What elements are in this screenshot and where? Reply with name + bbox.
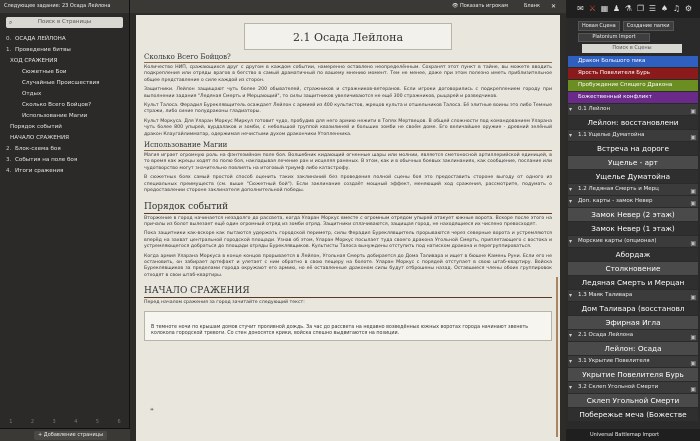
toc-item-label: События на поле боя (15, 157, 78, 163)
quote-icon: ❝ (150, 407, 154, 415)
toc-item-label: Порядок событий (10, 124, 62, 130)
show-players-label: Показать игрокам (459, 3, 508, 9)
scene-entry[interactable] (568, 142, 698, 155)
toc-item[interactable] (0, 100, 129, 111)
scene-folder-label: Доп. карты - замок Невер (578, 198, 653, 204)
tables-icon[interactable]: ☰ (648, 4, 657, 13)
sidebar-bottom-bar (0, 428, 130, 441)
playlists-icon[interactable]: ♫ (672, 4, 681, 13)
new-folder-label: Создание папки (626, 23, 670, 29)
toc-item-number: 4. (6, 168, 12, 174)
pages-search-input[interactable] (6, 17, 123, 28)
show-players-button[interactable] (452, 2, 508, 11)
scene-entry-label: Лейлон: Осада (604, 344, 662, 353)
scenes-list (568, 56, 698, 422)
new-scene-label: Новая Сцена (582, 23, 616, 29)
toc-item[interactable] (0, 111, 129, 122)
folder-add-icon[interactable]: ▣ (690, 188, 696, 195)
scene-folder-label: 3.1 Укрытие Повелителя (578, 358, 650, 364)
scene-folder-label: 0.1 Лейлон (578, 106, 611, 112)
section-heading-order: Порядок событий (144, 202, 552, 214)
pages-search-placeholder: Поиск в Страницы (37, 19, 92, 25)
plus-icon: + (38, 432, 43, 438)
scene-entry-label: Дом Таливара (восстановл (581, 304, 685, 313)
toc-item-label: НАЧАЛО СРАЖЕНИЯ (10, 135, 70, 141)
scene-folder-label: Ярость Повелителя Бурь (578, 70, 651, 76)
journal-icon[interactable]: ❐ (636, 4, 645, 13)
scene-entry-label: Укрытие Повелителя Бурь (582, 370, 684, 379)
scene-folder-colored[interactable] (568, 92, 698, 103)
scene-folder[interactable] (568, 236, 698, 247)
scene-folder[interactable] (568, 330, 698, 341)
paragraph: Защитники. Лейлон защищают чуть более 200 обывателей, стражников и стражников-ветеранов. Если игроки договорились с подкреплением городу при выполнении задания "Ледяная Смерть и Мерцающий", то силы защитников увеличиваются не ещё 300 стражников, рыцарей и разведчиков. (144, 87, 552, 99)
toc-item-label: Отдых (22, 91, 42, 97)
scene-entry-label: Побережье меча (Божестве (579, 410, 687, 419)
new-scene-button[interactable] (578, 21, 620, 31)
scene-folder-label: 2.1 Осада Лейлона (578, 332, 634, 338)
paragraph: Перед началом сражения за город зачитайте следующий текст: (144, 300, 305, 306)
toc-item[interactable] (0, 67, 129, 78)
scene-folder[interactable] (568, 382, 698, 393)
next-task-bar: Следующее задание: 23 Осада Лейлона (0, 0, 129, 13)
toc-item[interactable] (0, 144, 129, 155)
toc-item-label: Сюжетные Бои (22, 69, 67, 75)
paragraph: Когда армия Уларана Моркуса в конце концов прорывается в Лейлон, Угольная Смерть добирается до Дома Таливара и ищет в бюшне Камень Руни. Если его не остановить, он забирает артефакт и улетает с ним обратно в свою пещеру на болоте. Уларан Моркус с порядей отступает в свою штаб-квартиру. Войска Буреклявщиков за пределами города окружают его армию, но её оставленные драконом силы будут отброшены назад. Оставшиеся члены обоих группировок отходят в свои штаб-квартиры. (144, 253, 552, 278)
toc-item-label: ХОД СРАЖЕНИЯ (10, 58, 58, 64)
scene-folder-colored[interactable] (568, 80, 698, 91)
paragraph: В сюжетных боях самый простой способ оценить таких заклинаний без проведения полной сцены боя это предоставить стороне выгоду от одного из специальных преимуществ (см. выше "Сюжетный бой"). Если заклинание создаёт мощный эффект, меняющий ход сражения, рассмотрите, подумать о предоставлении стороне заклинателя дополнительной победы. (144, 175, 552, 194)
toc-item-number: 2. (6, 146, 12, 152)
scene-folder[interactable] (568, 290, 698, 301)
combat-icon[interactable]: ⚔ (588, 4, 597, 13)
scene-entry[interactable] (568, 342, 698, 355)
folder-toggle-icon: ▾ (569, 358, 573, 365)
scenes-search-placeholder: Поиск в Сцены (612, 45, 652, 51)
actors-icon[interactable]: ♟ (612, 4, 621, 13)
folder-add-icon[interactable]: ▣ (690, 200, 696, 207)
folder-toggle-icon: ▾ (569, 238, 573, 245)
page-title: 2.1 Осада Лейлона (244, 23, 452, 50)
platonium-import-label: Platonium Import (592, 34, 636, 40)
folder-add-icon[interactable]: ▣ (690, 294, 696, 301)
scene-folder-label: Пробуждение Спящего Дракона (578, 82, 673, 88)
scene-entry[interactable] (568, 262, 698, 275)
pager-number[interactable]: 3 (52, 419, 56, 425)
scene-entry[interactable] (568, 302, 698, 315)
scene-folder-label: Морские карты (опционал) (578, 238, 657, 244)
pager-number[interactable]: 1 (9, 419, 13, 425)
search-icon: ⌕ (9, 19, 13, 26)
toc-item[interactable] (0, 133, 129, 144)
toc-item[interactable] (0, 34, 129, 45)
paragraph: Культ Моркуса. Для Уларан Моркус Миркул готовит чудо, пробудив для него армию нежити в Топях Мертвецов. В общей сложности под командованием Уларана чуть более 800 упырей, вурдалаков и зомби, с небольшой группой квазилиней и больших зомби не своём доме. Его величайшее оружие - древний зелёный дракон Клаугайлимматар, одержимая нечистыми духом дракончики Утопленника. (144, 118, 552, 137)
scene-folder-label: Божественный конфликт (578, 94, 652, 100)
paragraph: Количество НИП, сражающихся друг с другом в каждом событии, намеренно оставлено неопределённым. Сохранят этот пункт в тайне, вы можете вводить подкрепления или отряды врагов в бегство в самый драматичный по вашему мнению момент. Тем не менее, даже при этом полезно иметь приблизительное общее представление о силе каждой из сторон. (144, 65, 552, 83)
scene-entry-label: Замок Невер (2 этаж) (591, 210, 675, 219)
scene-entry[interactable] (568, 156, 698, 169)
scene-folder[interactable] (568, 356, 698, 367)
scene-entry-label: Ущелье Думатойна (595, 172, 671, 181)
scene-entry-label: Встреча на дороге (597, 144, 669, 153)
folder-add-icon[interactable]: ▣ (690, 334, 696, 341)
scene-entry[interactable] (568, 368, 698, 381)
journal-page (136, 15, 560, 441)
toc-item-label: Случайные Происшествия (22, 80, 100, 86)
toc-item-number: 1. (6, 47, 12, 53)
platonium-import-button[interactable] (578, 33, 650, 42)
section-heading-start: НАЧАЛО СРАЖЕНИЯ (144, 286, 552, 298)
scene-folder-colored[interactable] (568, 68, 698, 79)
toc-item-label: Использование Магии (22, 113, 88, 119)
toc-item-number: 3. (6, 157, 12, 163)
folder-add-icon[interactable]: ▣ (690, 240, 696, 247)
toc-item-number: 0. (6, 36, 12, 42)
table-of-contents (0, 34, 129, 177)
page-pager (0, 417, 130, 427)
scene-entry[interactable] (568, 116, 698, 129)
folder-toggle-icon: ▾ (569, 198, 573, 205)
pager-number[interactable]: 4 (74, 419, 78, 425)
cards-icon[interactable]: ♠ (660, 4, 669, 13)
scene-entry-label: Столкновение (605, 264, 661, 273)
scene-entry-label: Ледяная Смерть и Мерцан (581, 278, 685, 287)
pager-number[interactable]: 6 (117, 419, 121, 425)
folder-toggle-icon: ▾ (569, 132, 573, 139)
scenes-bottom-bar (566, 429, 700, 441)
toc-item-label: Сколько Всего Бойцов? (22, 102, 92, 108)
add-page-label: Добавление страницы (43, 432, 104, 438)
scene-entry-label: Эфирная Игла (605, 318, 661, 327)
viewer-toolbar (130, 0, 566, 13)
scene-entry[interactable] (568, 208, 698, 221)
close-icon[interactable]: ✕ (551, 3, 557, 10)
blank-label: Бланк (524, 3, 540, 9)
folder-add-icon[interactable]: ▣ (690, 386, 696, 393)
scene-entry-label: Ущелье - арт (608, 158, 658, 167)
chat-icon[interactable]: ✉ (577, 4, 584, 13)
paragraph: Пока защитники как-вскоре как пытаются удержать городской периметр, силы Ферадил Буреклявщитель прорываются через северные ворота и устремляются вперёд на захват центральной городской площади. Узнав об этом, Уларан Моркус посылает туда своего дракона Угольной Смерть, приплетающего с востока и устремляющегося добраться до площади отряды Буреклявщиков. Культисты Талоса вынуждены отступить под натиском дракона и перегруппироваться. (144, 231, 552, 250)
scene-entry-label: Склеп Угольной Смерти (586, 396, 680, 405)
toc-item[interactable] (0, 122, 129, 133)
settings-icon[interactable]: ⚙ (684, 4, 693, 13)
scene-entry[interactable] (568, 408, 698, 421)
toc-item-label: Блок-схема боя (15, 146, 61, 152)
folder-add-icon[interactable]: ▣ (690, 108, 696, 115)
toc-item[interactable] (0, 45, 129, 56)
paragraph: Вторжение в город начинается незадолго до рассвета, когда Уларан Моркус вместе с огромным отрядом упырей атакует южные ворота. Вскоре после этого на причалы из болот вылезает ещё один огромный отряд из зомби отряд. Защитники сплачиваются, защищая город, не находящиеся их числено превосходят. (144, 215, 552, 227)
toc-item[interactable] (0, 56, 129, 67)
scene-folder[interactable] (568, 184, 698, 195)
toc-item[interactable] (0, 89, 129, 100)
scene-folder[interactable] (568, 130, 698, 141)
section-heading-fighters: Сколько Всего Бойцов? (144, 53, 552, 63)
scene-entry[interactable] (568, 248, 698, 261)
scene-folder-label: 1.1 Ущелье Думатойна (578, 132, 645, 138)
folder-toggle-icon: ▾ (569, 384, 573, 391)
scene-folder-label: 1.3 Маяк Таливара (578, 292, 633, 298)
toc-item-label: Проведение битвы (15, 47, 71, 53)
scene-folder-label: 1.2 Ледяная Смерть и Мерц (578, 186, 659, 192)
paragraph: Магия играет огромную роль на фэнтезийном поле боя. Волшебник кидающий огненные шары или молнии, является сметоносной артиллерийской единицей, в то время как жрецы ходят по полю боя, накладывая лечение ран и исцеляя раненых. В этом, как и в обычных боевых заклинаниях, как сообщение, послание или чудотворство могут значительно повлиять на итоговый триумф либо катастрофу. (144, 153, 552, 171)
paragraph: Культ Талоса. Ферадил Буреклявщитель осаждает Лейлон с армией из 400 культистов, жрецов культа и отшельников Талоса. Её элитные воины это либо Темные стражи, либо синие полудраконы гладиаторы. (144, 103, 552, 115)
folder-toggle-icon: ▾ (569, 332, 573, 339)
toc-item[interactable] (0, 155, 129, 166)
scene-entry[interactable] (568, 222, 698, 235)
scene-entry-label: Абордаж (615, 250, 651, 259)
new-folder-button[interactable] (623, 21, 674, 31)
blank-button[interactable] (524, 2, 540, 11)
add-page-button[interactable] (34, 431, 107, 440)
toc-item-label: Итоги сражения (15, 168, 64, 174)
scenes-icon[interactable]: ▦ (600, 4, 609, 13)
scene-folder-colored[interactable] (568, 56, 698, 67)
scenes-search-input[interactable] (582, 44, 682, 53)
scene-folder[interactable] (568, 196, 698, 207)
page-scrollbar[interactable] (556, 277, 558, 437)
scene-entry[interactable] (568, 276, 698, 289)
eye-icon: 👁 (452, 3, 459, 9)
universal-battlemap-import-button[interactable] (590, 431, 659, 439)
folder-toggle-icon: ▾ (569, 186, 573, 193)
folder-toggle-icon: ▾ (569, 106, 573, 113)
folder-toggle-icon: ▾ (569, 292, 573, 299)
toc-item[interactable] (0, 166, 129, 177)
folder-add-icon[interactable]: ▣ (690, 134, 696, 141)
scene-folder[interactable] (568, 104, 698, 115)
scene-folder-label: Дракон Большого пика (578, 58, 646, 64)
read-aloud-text: В темноте ночи по крышам домов стучит проливной дождь. За час до рассвета на недавно возведённых южных воротах города начинают звенеть колокола городской тревоги. Со стен доносятся крики, войска спешно выдвигаются на позиции. (151, 324, 529, 336)
read-aloud-box (144, 311, 552, 415)
scene-entry[interactable] (568, 394, 698, 407)
scene-entry-label: Замок Невер (1 этаж) (591, 224, 675, 233)
scenes-actions (578, 21, 674, 31)
toc-item[interactable] (0, 78, 129, 89)
scene-folder-label: 3.2 Склеп Угольной Смерти (578, 384, 659, 390)
pager-number[interactable]: 2 (30, 419, 35, 425)
sidebar-tabs (566, 0, 700, 18)
journal-viewer (130, 0, 566, 441)
scene-entry[interactable] (568, 170, 698, 183)
scene-entry-label: Лейлон: восстановлени (587, 118, 679, 127)
scene-entry[interactable] (568, 316, 698, 329)
items-icon[interactable]: ⚗ (624, 4, 633, 13)
toc-item-label: ОСАДА ЛЕЙЛОНА (15, 36, 66, 42)
battlemap-import-label: Universal Battlemap Import (590, 432, 660, 438)
journal-sidebar (0, 0, 130, 441)
scenes-sidebar (566, 0, 700, 441)
pager-number[interactable]: 5 (95, 419, 100, 425)
folder-add-icon[interactable]: ▣ (690, 360, 696, 367)
section-heading-magic: Использование Магии (144, 141, 552, 151)
